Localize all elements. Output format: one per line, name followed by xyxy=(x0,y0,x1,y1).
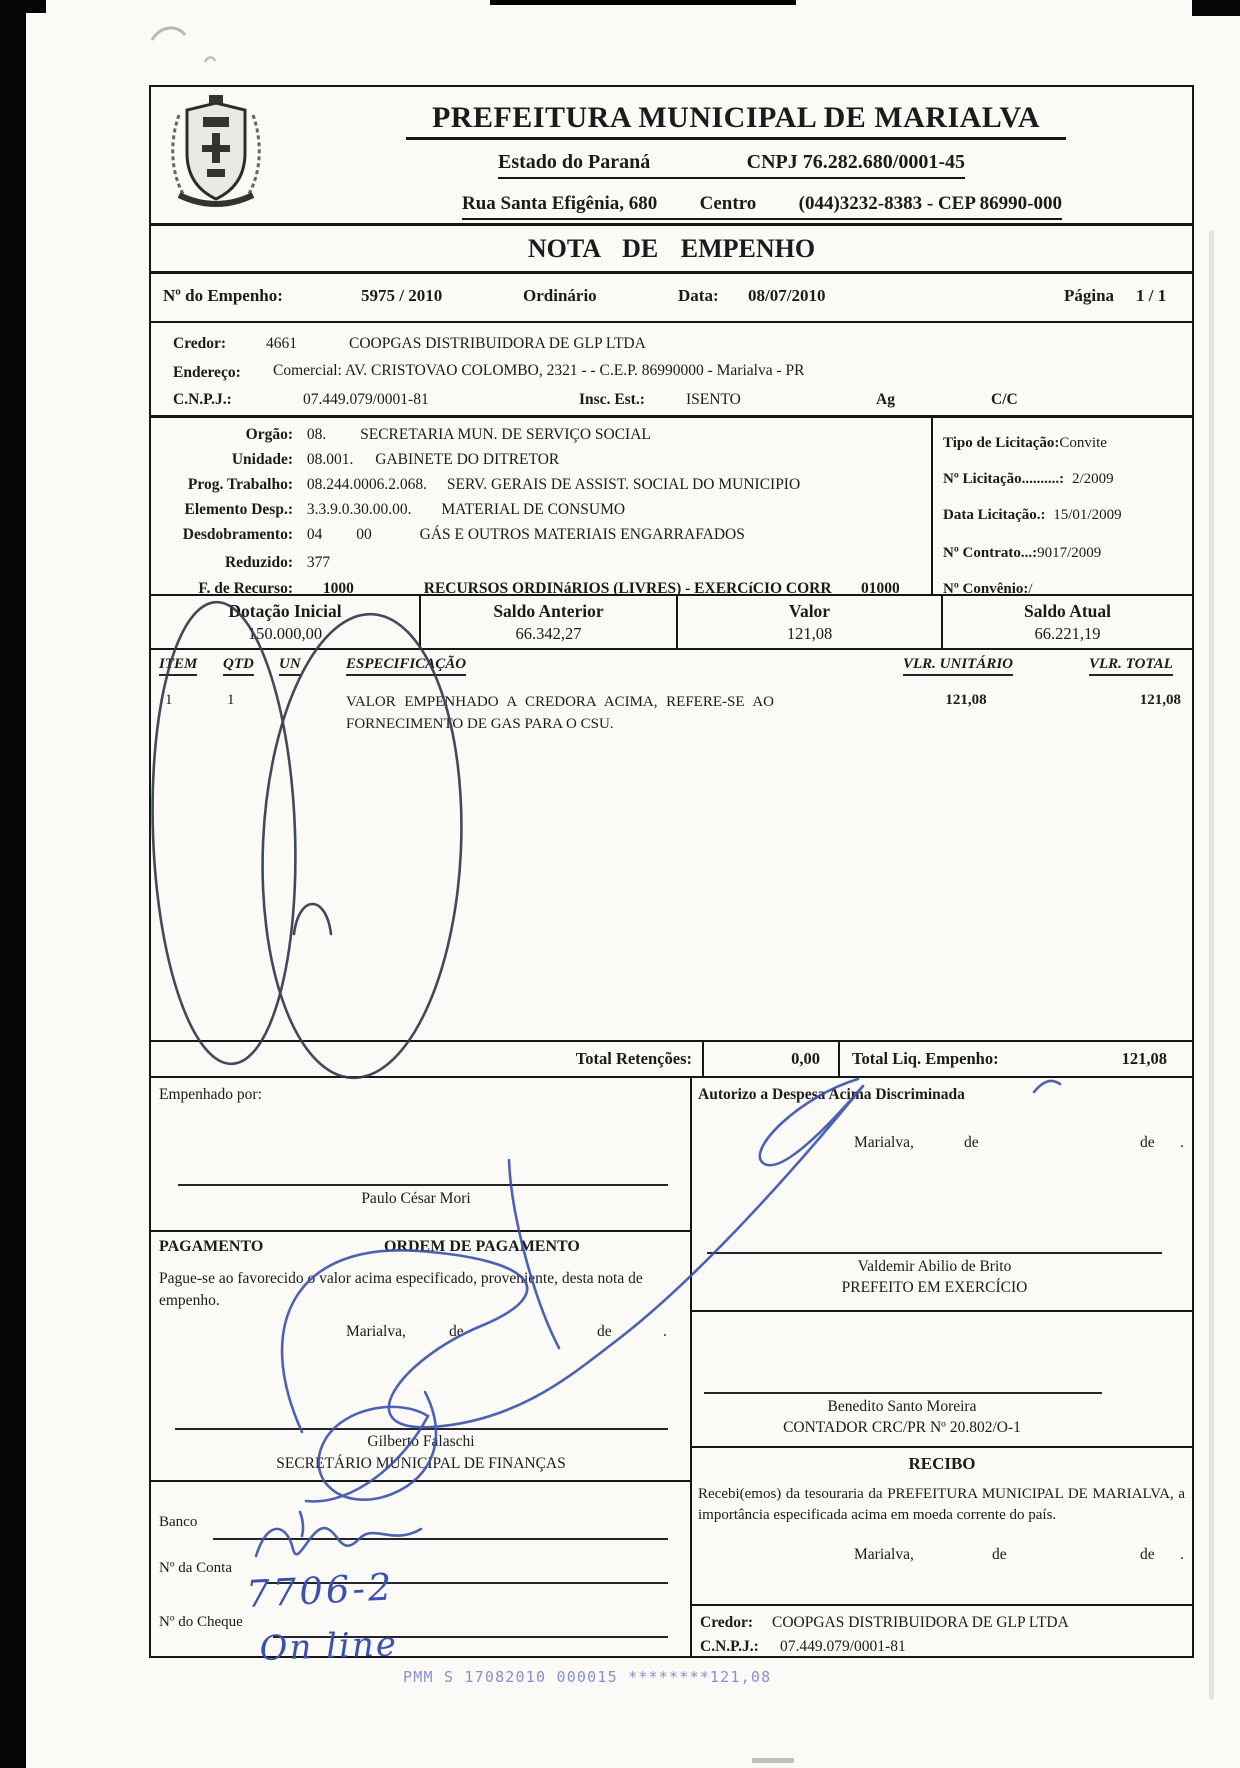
anterior-value: 66.342,27 xyxy=(515,624,582,643)
assinatura-linha xyxy=(175,1428,668,1430)
orgao-code: 08. xyxy=(306,426,327,443)
document-frame xyxy=(149,85,1194,1658)
ag-label: Ag xyxy=(876,391,895,408)
org-subtitle-line xyxy=(498,151,965,179)
contador-nome: Benedito Santo Moreira xyxy=(827,1398,977,1415)
valor-value: 121,08 xyxy=(786,624,833,643)
unidade-code: 08.001. xyxy=(306,451,354,468)
elemento-code: 3.3.9.0.30.00.00. xyxy=(306,501,412,518)
item-vlr-total: 121,08 xyxy=(1139,692,1181,708)
licitacao-data-value: 15/01/2009 xyxy=(1053,507,1122,523)
dateline-cidade: Marialva, xyxy=(854,1546,914,1563)
prog-code: 08.244.0006.2.068. xyxy=(306,476,427,493)
date-label: Data: xyxy=(678,286,719,305)
saldos-col-valor xyxy=(678,596,943,648)
secretario-nome: Gilberto Falaschi xyxy=(367,1433,475,1450)
dateline-de: de xyxy=(597,1323,612,1340)
recurso-code: 1000 xyxy=(322,580,354,597)
prefeito-cargo: PREFEITO EM EXERCÍCIO xyxy=(841,1279,1028,1296)
assinaturas-right xyxy=(692,1078,1192,1656)
scan-corner-mark xyxy=(0,0,46,13)
anterior-header: Saldo Anterior xyxy=(493,601,604,621)
dotacao-header: Dotação Inicial xyxy=(228,601,342,621)
org-title: PREFEITURA MUNICIPAL DE MARIALVA xyxy=(406,101,1066,140)
pagamento-label: PAGAMENTO xyxy=(159,1238,264,1255)
scanner-black-bar xyxy=(0,0,26,1768)
scan-smudge xyxy=(152,28,185,40)
recurso-extra: 01000 xyxy=(861,580,900,597)
recibo-credor-label: Credor: xyxy=(700,1614,754,1631)
item-qtd: 1 xyxy=(227,692,235,708)
divisor xyxy=(692,1604,1192,1606)
desdobramento-label: Desdobramento: xyxy=(182,526,293,543)
empenho-label: Nº do Empenho: xyxy=(163,286,283,305)
valor-header: Valor xyxy=(788,601,831,621)
licitacao-tipo-value: Convite xyxy=(1059,435,1107,451)
dateline-cidade: Marialva, xyxy=(346,1323,406,1340)
recurso-label: F. de Recurso: xyxy=(198,580,293,597)
dateline-cidade: Marialva, xyxy=(854,1134,914,1151)
contrato-value: 9017/2009 xyxy=(1037,545,1102,561)
recibo-texto: Recebi(emos) da tesouraria da PREFEITURA MUNICIPAL DE MARIALVA, a importância especificada acima em moeda corrente do país. xyxy=(698,1486,1185,1523)
handwritten-cheque: On line xyxy=(258,1624,399,1669)
divisor xyxy=(151,1480,690,1482)
scan-smudge xyxy=(205,57,215,62)
prog-desc: SERV. GERAIS DE ASSIST. SOCIAL DO MUNICIPIO xyxy=(446,476,801,493)
banco-label: Banco xyxy=(159,1514,198,1530)
saldos-col-dotacao xyxy=(151,596,421,648)
item-especificacao: VALOR EMPENHADO A CREDORA ACIMA, REFERE-SE AO FORNECIMENTO DE GAS PARA O CSU. xyxy=(346,694,774,732)
phone-cep: (044)3232-8383 - CEP 86990-000 xyxy=(798,193,1062,214)
assinatura-linha xyxy=(707,1252,1162,1254)
doc-title-bar xyxy=(151,223,1192,271)
unidade-label: Unidade: xyxy=(231,451,293,468)
pague-se-texto: Pague-se ao favorecido o valor acima especificado, proveniente, desta nota de empenho. xyxy=(159,1270,643,1309)
convenio-value: / xyxy=(1028,581,1033,597)
empenhado-nome: Paulo César Mori xyxy=(361,1190,471,1207)
district: Centro xyxy=(699,193,757,214)
retencoes-value: 0,00 xyxy=(791,1049,820,1068)
contrato-label: Nº Contrato...: xyxy=(943,545,1038,561)
endereco-value: Comercial: AV. CRISTOVAO COLOMBO, 2321 - - C.E.P. 86990000 - Marialva - PR xyxy=(273,362,805,379)
prefeito-nome: Valdemir Abilio de Brito xyxy=(857,1258,1012,1275)
credor-name: COOPGAS DISTRIBUIDORA DE GLP LTDA xyxy=(349,335,646,352)
item-number: 1 xyxy=(165,692,173,708)
recibo-cnpj-label: C.N.P.J.: xyxy=(700,1638,759,1655)
orcamento-left xyxy=(151,418,931,597)
col-especificacao: ESPECIFICAÇÃO xyxy=(346,656,466,676)
atual-value: 66.221,19 xyxy=(1034,624,1101,643)
dateline-de: de xyxy=(449,1323,464,1340)
assinaturas-left xyxy=(151,1078,692,1656)
orcamento-box xyxy=(151,415,1192,597)
empenhado-por-label: Empenhado por: xyxy=(159,1086,262,1103)
assinaturas-area xyxy=(151,1076,1192,1656)
dotmatrix-footer-code: PMM S 17082010 000015 ********121,08 xyxy=(403,1668,772,1686)
saldos-table xyxy=(151,594,1192,648)
dateline-de: de xyxy=(1140,1546,1155,1563)
paper-edge-shadow xyxy=(1209,230,1214,1700)
desdobramento-desc: GÁS E OUTROS MATERIAIS ENGARRAFADOS xyxy=(419,526,745,543)
convenio-label: Nº Convênio: xyxy=(943,581,1029,597)
endereco-label: Endereço: xyxy=(173,364,241,381)
col-qtd: QTD xyxy=(223,656,254,676)
empenho-row xyxy=(151,271,1192,321)
licitacao-num-value: 2/2009 xyxy=(1071,471,1114,487)
elemento-label: Elemento Desp.: xyxy=(184,501,293,518)
divisor xyxy=(692,1446,1192,1448)
licitacao-num-label: Nº Licitação..........: xyxy=(943,471,1065,487)
saldos-col-anterior xyxy=(421,596,678,648)
dateline-ponto: . xyxy=(663,1323,667,1340)
recurso-desc: RECURSOS ORDINáRIOS (LIVRES) - EXERCíCIO CORR xyxy=(423,580,832,597)
cnpj-label: CNPJ 76.282.680/0001-45 xyxy=(746,151,965,173)
contador-cargo: CONTADOR CRC/PR Nº 20.802/O-1 xyxy=(783,1419,1021,1436)
dateline-ponto: . xyxy=(1180,1546,1184,1563)
item-vlr-unitario: 121,08 xyxy=(945,692,987,708)
recibo-credor-value: COOPGAS DISTRIBUIDORA DE GLP LTDA xyxy=(772,1614,1069,1631)
cheque-label: Nº do Cheque xyxy=(159,1614,243,1630)
licitacao-data-label: Data Licitação.: xyxy=(943,507,1046,523)
reduzido-label: Reduzido: xyxy=(224,554,293,571)
assinatura-linha xyxy=(178,1184,668,1186)
saldos-col-atual xyxy=(943,596,1192,648)
col-item: ITEM xyxy=(159,656,197,676)
unidade-desc: GABINETE DO DITRETOR xyxy=(375,451,560,468)
state-label: Estado do Paraná xyxy=(498,151,651,173)
col-vlr-unitario: VLR. UNITÁRIO xyxy=(903,656,1013,676)
recibo-cnpj-value: 07.449.079/0001-81 xyxy=(780,1638,906,1655)
ordem-pagamento-label: ORDEM DE PAGAMENTO xyxy=(384,1238,580,1255)
retencoes-label: Total Retenções: xyxy=(575,1049,692,1068)
conta-label: Nº da Conta xyxy=(159,1560,232,1576)
desdobramento-code2: 00 xyxy=(356,526,372,543)
cheque-linha xyxy=(273,1636,668,1638)
reduzido-value: 377 xyxy=(306,554,331,571)
empenho-type: Ordinário xyxy=(523,286,597,305)
prog-label: Prog. Trabalho: xyxy=(187,476,293,493)
recibo-titulo: RECIBO xyxy=(908,1454,976,1473)
licitacao-panel xyxy=(931,418,1192,597)
scan-corner-mark xyxy=(1192,0,1240,16)
assinatura-linha xyxy=(704,1392,1102,1394)
orgao-label: Orgão: xyxy=(245,426,293,443)
handwritten-conta: 7706-2 xyxy=(245,1565,396,1616)
itens-table xyxy=(151,648,1192,1040)
divisor xyxy=(692,1310,1192,1312)
scan-smudge xyxy=(752,1758,794,1763)
licitacao-tipo-label: Tipo de Licitação: xyxy=(943,435,1060,451)
dotacao-value: 150.000,00 xyxy=(247,624,323,643)
credor-label: Credor: xyxy=(173,335,227,352)
liquido-label: Total Liq. Empenho: xyxy=(852,1049,999,1068)
credor-code: 4661 xyxy=(266,335,297,352)
insc-value: ISENTO xyxy=(686,391,741,408)
banco-linha xyxy=(213,1538,668,1540)
letterhead xyxy=(151,87,1192,223)
cnpj-label: C.N.P.J.: xyxy=(173,391,232,408)
autorizo-texto: Autorizo a Despesa Acima Discriminada xyxy=(698,1086,965,1103)
dateline-de: de xyxy=(964,1134,979,1151)
empenho-number: 5975 / 2010 xyxy=(361,286,443,305)
dateline-de: de xyxy=(992,1546,1007,1563)
street: Rua Santa Efigênia, 680 xyxy=(462,193,658,214)
elemento-desc: MATERIAL DE CONSUMO xyxy=(441,501,626,518)
divisor xyxy=(151,1230,690,1232)
insc-label: Insc. Est.: xyxy=(579,391,645,408)
org-address-line xyxy=(462,193,1062,220)
scan-top-line xyxy=(490,0,796,5)
col-un: UN xyxy=(279,656,301,676)
atual-header: Saldo Atual xyxy=(1023,601,1112,621)
date-value: 08/07/2010 xyxy=(748,286,826,305)
conta-linha xyxy=(265,1582,668,1584)
credor-box xyxy=(151,321,1192,415)
dateline-de: de xyxy=(1140,1134,1155,1151)
cnpj-value: 07.449.079/0001-81 xyxy=(303,391,429,408)
orgao-desc: SECRETARIA MUN. DE SERVIÇO SOCIAL xyxy=(360,426,651,443)
cc-label: C/C xyxy=(991,391,1018,408)
desdobramento-code: 04 xyxy=(306,526,323,543)
liquido-value: 121,08 xyxy=(1121,1049,1167,1068)
coat-of-arms-logo xyxy=(165,93,267,211)
secretario-cargo: SECRETÁRIO MUNICIPAL DE FINANÇAS xyxy=(276,1455,566,1472)
totais-row xyxy=(151,1040,1192,1076)
page-value: 1 / 1 xyxy=(1136,286,1167,305)
page-label: Página xyxy=(1064,286,1115,305)
dateline-ponto: . xyxy=(1180,1134,1184,1151)
col-vlr-total: VLR. TOTAL xyxy=(1089,656,1173,676)
doc-title: NOTA DE EMPENHO xyxy=(527,234,816,263)
